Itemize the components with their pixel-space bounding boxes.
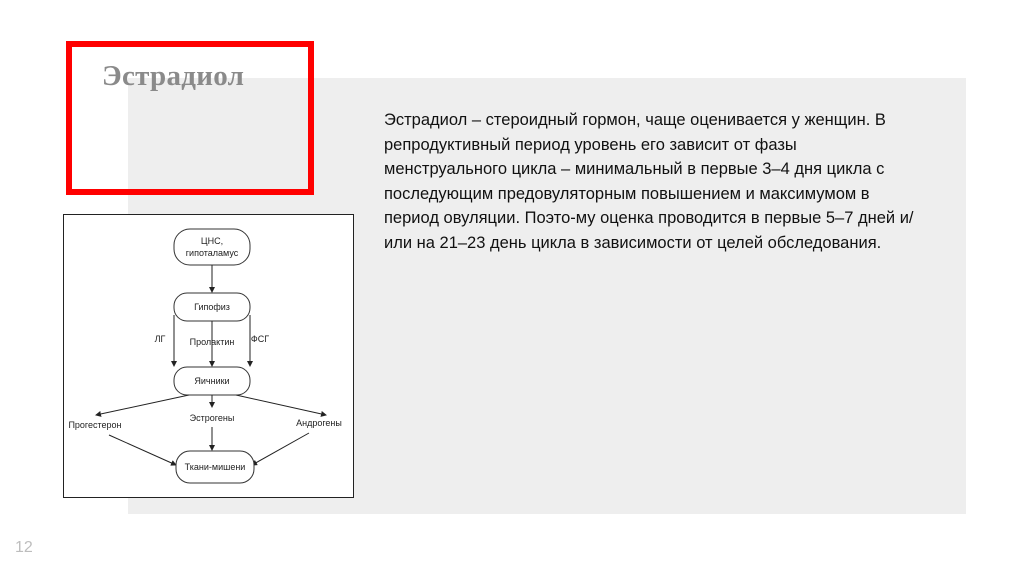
ovaries-label: Яичники [194, 376, 230, 386]
arrow-androgens-target [252, 433, 309, 465]
androgens-label: Андрогены [296, 418, 342, 428]
arrow-ovaries-androgens [236, 395, 326, 415]
pituitary-label: Гипофиз [194, 302, 230, 312]
progesterone-label: Прогестерон [68, 420, 122, 430]
arrow-progesterone-target [109, 435, 176, 465]
estrogens-label: Эстрогены [189, 413, 235, 423]
slide-number: 12 [15, 539, 33, 556]
diagram-svg [64, 215, 353, 497]
arrow-ovaries-progesterone [96, 395, 189, 415]
target-tissues-label: Ткани-мишени [184, 462, 246, 472]
lh-label: ЛГ [154, 334, 166, 344]
body-paragraph: Эстрадиол – стероидный гормон, чаще оценивается у женщин. В репродуктивный период уровень его зависит от фазы менструального цикла – минимальный в первые 3–4 дня цикла с последующим предовуляторным повышением и максимумом в период овуляции. Поэто-му оценка проводится в первые 5–7 дней и/или на 21–23 день цикла в зависимости от целей обследования. [384, 111, 914, 252]
hormone-diagram [63, 214, 354, 498]
slide-title: Эстрадиол [102, 60, 245, 92]
cns-label-2: гипоталамус [185, 248, 239, 258]
fsh-label: ФСГ [250, 334, 270, 344]
cns-label-1: ЦНС, [200, 236, 224, 246]
cns-node [174, 229, 250, 265]
prolactin-label: Пролактин [189, 337, 235, 347]
